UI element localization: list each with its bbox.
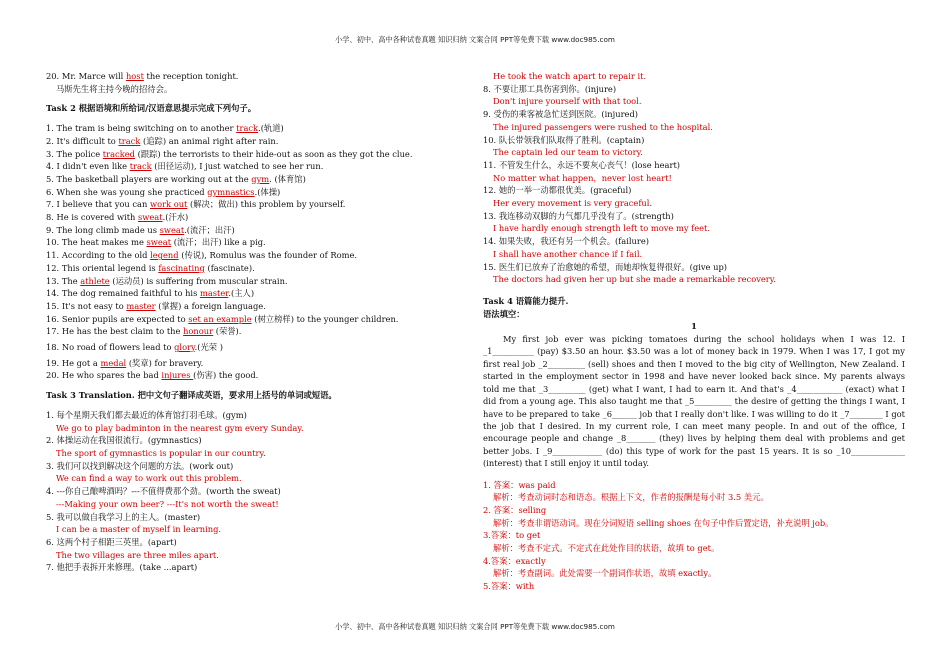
answer-explanation: 解析：考查非谓语动词。现在分词短语 selling shoes 在句子中作后置定语，补充说明 job。 [493,517,834,528]
task2-answer-word: sweat [159,224,185,235]
passage-number: 1 [691,321,697,332]
task3-answer: I have hardly enough strength left to move my feet. [493,223,711,234]
task3-answer: The injured passengers were rushed to the hospital. [493,121,713,132]
task3-answer: The captain led our team to victory. [493,147,643,158]
task2-item [46,198,466,211]
task3-answer: The doctors had given her up but she made a remarkable recovery. [493,274,776,285]
task3-question: 14. 如果失败，我还有另一个机会。(failure) [483,236,650,247]
left-column [46,70,466,574]
task2-item-text: 10. The heat makes me [46,237,147,248]
task2-answer-word: gymnastics [207,186,255,197]
task2-item-text: 18. No road of flowers lead to [46,342,175,353]
task2-item [46,300,466,313]
task2-item-text: 9. The long climb made us [46,224,160,235]
task2-item [46,186,466,199]
task2-item-text: (解决；做出) this problem by yourself. [187,199,346,210]
task3-title: Task 3 Translation. 把中文句子翻译成英语，要求用上括号的单词或短语。 [46,390,337,401]
answer-key: 5.答案：with [483,581,535,592]
task2-item [46,211,466,224]
task2-item [46,160,466,173]
right-column [483,70,905,593]
task2-answer-word: master [126,300,156,311]
task2-item-text: 12. This oriental legend is [46,262,159,273]
task2-item-text: 6. When she was young she practiced [46,186,208,197]
task2-item-text: .(汗水) [162,212,189,223]
task3-question: 13. 我连移动双脚的力气都几乎没有了。(strength) [483,210,674,221]
task3-answer: Her every movement is very graceful. [493,198,653,209]
task2-answer-word: master [199,288,229,299]
task2-item-text: 1. The tram is being switching on to another [46,123,237,134]
task2-item-text: 7. I believe that you can [46,199,150,210]
task3-answer: I shall have another chance if I fail. [493,248,643,259]
task2-item-text: (奖章) for bravery. [126,357,204,368]
task2-item-text: . (体育馆) [269,173,306,184]
task3-answer: No matter what happen，never lost heart! [493,172,672,183]
task3-answer: I can be a master of myself in learning. [56,524,222,535]
task2-answer-word: medal [100,357,127,368]
task2-answer-word: tracked [102,148,135,159]
task2-item [46,357,466,370]
task2-item [46,236,466,249]
task3-question: 2. 体操运动在我国很流行。(gymnastics) [46,435,202,446]
task2-answer-word: track [118,135,141,146]
task2-item [46,341,466,354]
answer-key: 3.答案：to get [483,530,541,541]
item-20: 20. Mr. Marce will host the reception tonight. [46,71,239,81]
task2-item-text: 20. He who spares the bad [46,370,162,381]
answer-list [483,479,905,593]
task2-item-text: 19. He got a [46,357,101,368]
task2-item-text: 3. The police [46,148,103,159]
answer-7: He took the watch apart to repair it. [493,71,647,81]
task3-answer: The sport of gymnastics is popular in our country. [56,447,266,458]
task2-item-text: 4. I didn't even like [46,161,130,172]
task2-item-text: 15. It's not easy to [46,300,127,311]
task2-item-text: 14. The dog remained faithful to his [46,288,200,299]
task2-item [46,135,466,148]
answer-key: 4.答案：exactly [483,555,546,566]
task2-answer-word: injures [161,370,194,381]
task3-answer: We can find a way to work out this problem. [56,473,242,484]
answer-explanation: 解析：考查不定式。不定式在此处作目的状语，故填 to get。 [493,543,720,554]
task2-item [46,287,466,300]
task2-item-text: (荣誉). [213,326,242,337]
task3-question: 3. 我们可以找到解决这个问题的方法。(work out) [46,460,234,471]
task2-answer-word: work out [149,199,188,210]
task2-item-text: .(轨道) [258,123,284,134]
task3-answer: The two villages are three miles apart. [56,549,219,560]
task2-item-text: (伤害) the good. [193,370,259,381]
task4-subtitle: 语法填空： [483,308,525,319]
task2-item-text: 13. The [46,275,81,286]
task3-list [46,409,466,574]
task2-item-text: .(流汗；出汗) [184,224,235,235]
task2-item-text: 17. He has the best claim to the [46,326,184,337]
task2-answer-word: fascinating [158,262,205,273]
task2-item-text: (掌握) a foreign language. [155,300,266,311]
task3-question: 5. 我可以做自我学习上的主人。(master) [46,511,201,522]
task2-item-text: 11. According to the old [46,250,151,261]
task2-item [46,262,466,275]
task2-answer-word: track [129,161,152,172]
task2-item [46,325,466,338]
task2-item-text: (追踪) an animal right after rain. [140,135,279,146]
task2-answer-word: athlete [80,275,110,286]
task2-item-text: .(体操) [254,186,281,197]
task3-answer: ---Making your own beer? ---It's not worth the sweat! [56,498,279,509]
task2-item-text: (运动员) is suffering from muscular strain. [109,275,288,286]
task3-answer: We go to play badminton in the nearest gym every Sunday. [56,422,304,433]
task2-item-text: (fascinate). [204,262,255,273]
task2-answer-word: gym [251,173,270,184]
task2-item-text: (跟踪) the terrorists to their hide-out as soon as they got the clue. [134,148,413,159]
task2-item-text: 8. He is covered with [46,212,139,223]
answer-key: 2. 答案：selling [483,504,547,515]
task2-answer-word: honour [183,326,214,337]
task2-item-text: .(主人) [228,288,255,299]
task2-item-text: 5. The basketball players are working out at the [46,173,252,184]
task2-answer-word: set an example [188,313,252,324]
task2-item-text: (田径运动), I just watched to see her run. [151,161,324,172]
answer-key: 1. 答案：was paid [483,479,556,490]
passage: My first job ever was picking tomatoes during the school holidays when I was 12. I _1__________ (pay) $3.50 an hour. $3.50 was a lot of money back in 1979. When I was 17, I got my first real job _2_________ (sell) shoes and then I moved to the big city of Wellington, New Zealand. I started in the employment sector in 1998 and have never looked back since. My parents always told me that _3_________ (get) what I want, I had to earn it. And that's _4___________ (exact) what I did from a young age. This also taught me that _5_________ the desire of getting the things I want, I have to be prepared to take _6______ job that I really don't like. I was willing to do it _7________ I got the job that I desired. In my current role, I can meet many people. In and out of the office, I encourage people and change _8_______ (they) lives by helping them deal with problems and get better jobs. I _9____________ (do) this type of work for the past 15 years. It is so _10_____________ (interest) that I still enjoy it until today. [483,334,905,469]
page-header: 小学、初中、高中各种试卷真题 知识归纳 文案合同 PPT等免费下载 www.doc985.com [335,35,615,44]
task2-item [46,122,466,135]
task2-title: Task 2 根据语境和所给词/汉语意思提示完成下列句子。 [46,103,256,114]
answer-explanation: 解析：考查动词时态和语态。根据上下文，作者的报酬是每小时 3.5 美元。 [493,492,769,503]
task2-item [46,313,466,326]
task3-answer: Don't injure yourself with that tool. [493,96,642,107]
task2-item-text: 16. Senior pupils are expected to [46,313,189,324]
task2-item [46,224,466,237]
task3-question: 9. 受伤的乘客被急忙送到医院。(injured) [483,109,638,120]
task3-question: 11. 不管发生什么，永远不要灰心丧气！(lose heart) [483,159,681,170]
task2-item [46,249,466,262]
task4-title: Task 4 语篇能力提升. [483,295,569,306]
task2-item-text: (传说), Romulus was the founder of Rome. [178,250,358,261]
task3-question: 8. 不要让那工具伤害到你。(injure) [483,83,617,94]
task2-answer-word: track [236,123,259,134]
task2-answer-word: legend [150,250,179,261]
answer-explanation: 解析：考查副词。此处需要一个副词作状语，故填 exactly。 [493,568,717,579]
task2-item-text: (流汗；出汗) like a pig. [171,237,266,248]
page-footer: 小学、初中、高中各种试卷真题 知识归纳 文案合同 PPT等免费下载 www.doc985.com [335,622,615,631]
task2-item [46,275,466,288]
task3-question: 6. 这两个村子相距三英里。(apart) [46,536,177,547]
task2-item-text: 2. It's difficult to [46,135,119,146]
task2-answer-word: sweat [138,212,163,223]
task3-question: 4. ---你自己酿啤酒吗？---不值得费那个劲。(worth the sweat) [46,486,281,497]
task2-list [46,122,466,382]
task2-item [46,173,466,186]
task3-question: 1. 每个星期天我们都去最近的体育馆打羽毛球。(gym) [46,409,247,420]
task2-item [46,369,466,382]
task3-question: 12. 她的一举一动都很优美。(graceful) [483,185,632,196]
task2-item-text: .(光荣 ) [194,342,223,353]
task3-question: 7. 他把手表拆开来修理。(take ...apart) [46,562,198,573]
task2-answer-word: sweat [146,237,172,248]
task3-continued-list [483,83,905,286]
task2-item [46,148,466,161]
task2-item-text: (树立榜样) to the younger children. [251,313,399,324]
item-20-translation: 马斯先生将主持今晚的招待会。 [56,83,173,94]
task3-question: 10. 队长带领我们队取得了胜利。(captain) [483,134,645,145]
task3-question: 15. 医生们已放弃了治愈她的希望，而她却恢复得很好。(give up) [483,261,727,272]
task2-answer-word: glory [174,342,195,353]
